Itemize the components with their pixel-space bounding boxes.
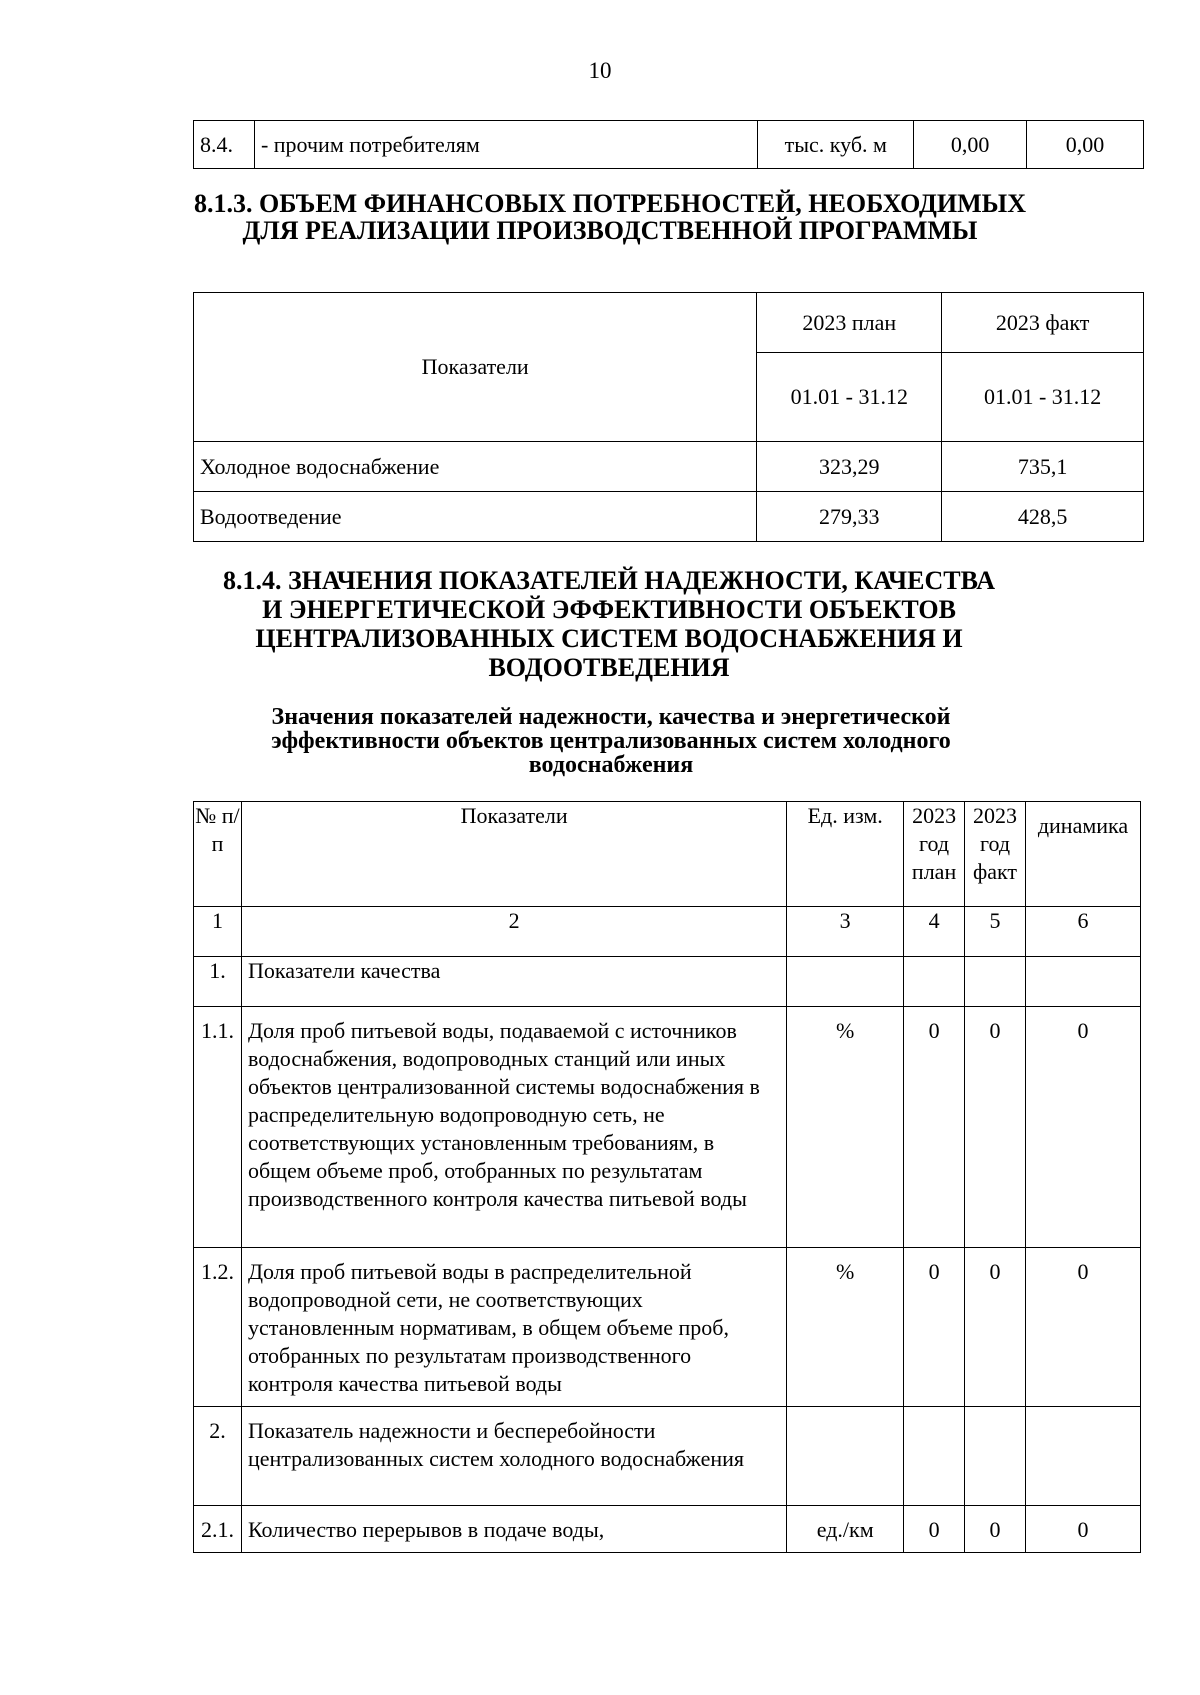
- section-title-line: ДЛЯ РЕАЛИЗАЦИИ ПРОИЗВОДСТВЕННОЙ ПРОГРАММЫ: [242, 216, 978, 245]
- row-dynamics: [1026, 1407, 1141, 1506]
- header-fact-year: 2023 факт: [942, 293, 1144, 353]
- row-fact: 0: [965, 1248, 1026, 1407]
- row-name: Количество перерывов в подаче воды,: [241, 1506, 786, 1553]
- row-fact: 0,00: [1027, 121, 1144, 169]
- section-title-line: ВОДООТВЕДЕНИЯ: [488, 653, 730, 682]
- row-dynamics: [1026, 957, 1141, 1007]
- col-number: 2: [241, 907, 786, 957]
- col-number: 1: [194, 907, 242, 957]
- header-fact: 2023 год факт: [965, 802, 1026, 907]
- table-row: [194, 1506, 1141, 1553]
- row-fact: 428,5: [942, 492, 1144, 542]
- section-title-814: [0, 566, 1200, 682]
- header-fact-period: 01.01 - 31.12: [942, 353, 1144, 442]
- page-number: 10: [588, 58, 612, 83]
- section-title-line: 8.1.3. ОБЪЕМ ФИНАНСОВЫХ ПОТРЕБНОСТЕЙ, НЕОБХОДИМЫХ: [194, 189, 1026, 218]
- col-number: 5: [965, 907, 1026, 957]
- subtitle-line: эффективности объектов централизованных систем холодного: [271, 728, 951, 754]
- row-unit: [787, 957, 904, 1007]
- table-row: [194, 492, 1144, 542]
- row-name: - прочим потребителям: [254, 121, 757, 169]
- table-row: [194, 121, 1144, 169]
- row-plan: [904, 1407, 965, 1506]
- row-number: 1.2.: [194, 1248, 242, 1407]
- section-title-line: И ЭНЕРГЕТИЧЕСКОЙ ЭФФЕКТИВНОСТИ ОБЪЕКТОВ: [262, 595, 956, 624]
- header-dynamics: динамика: [1026, 802, 1141, 907]
- finance-table: [193, 292, 1144, 542]
- table-row: [194, 1248, 1141, 1407]
- subtitle-line: водоснабжения: [528, 752, 694, 778]
- row-number: 1.: [194, 957, 242, 1007]
- indicators-table: [193, 801, 1141, 1553]
- row-unit: [787, 1407, 904, 1506]
- header-indicator: Показатели: [241, 802, 786, 907]
- table-row: [194, 957, 1141, 1007]
- section-title-line: 8.1.4. ЗНАЧЕНИЯ ПОКАЗАТЕЛЕЙ НАДЕЖНОСТИ, КАЧЕСТВА: [222, 566, 996, 595]
- table-row: [194, 1407, 1141, 1506]
- row-number: 2.: [194, 1407, 242, 1506]
- column-number-row: [194, 907, 1141, 957]
- section-subtitle: [0, 705, 1200, 777]
- col-number: 4: [904, 907, 965, 957]
- row-plan: 0: [904, 1248, 965, 1407]
- row-unit: ед./км: [787, 1506, 904, 1553]
- table-row: [194, 1007, 1141, 1248]
- row-dynamics: 0: [1026, 1506, 1141, 1553]
- row-unit: тыс. куб. м: [758, 121, 914, 169]
- row-unit: %: [787, 1007, 904, 1248]
- header-plan-period: 01.01 - 31.12: [757, 353, 942, 442]
- row-fact: [965, 957, 1026, 1007]
- row-unit: %: [787, 1248, 904, 1407]
- section-title-line: ЦЕНТРАЛИЗОВАННЫХ СИСТЕМ ВОДОСНАБЖЕНИЯ И: [255, 624, 963, 653]
- col-number: 6: [1026, 907, 1141, 957]
- row-name: Доля проб питьевой воды, подаваемой с источников водоснабжения, водопроводных станций или иных объектов централизованной системы водоснабжения в распределительную водопроводную сеть, не соответствующих установленным требованиям, в общем объеме проб, отобранных по результатам производственного контроля качества питьевой воды: [241, 1007, 786, 1248]
- header-row: [194, 802, 1141, 907]
- row-plan: 279,33: [757, 492, 942, 542]
- header-indicator: Показатели: [194, 293, 757, 442]
- row-name: Водоотведение: [194, 492, 757, 542]
- row-dynamics: 0: [1026, 1007, 1141, 1248]
- row-fact: 0: [965, 1007, 1026, 1248]
- row-fact: 735,1: [942, 442, 1144, 492]
- row-name: Показатель надежности и бесперебойности централизованных систем холодного водоснабжения: [241, 1407, 786, 1506]
- row-plan: 323,29: [757, 442, 942, 492]
- row-number: 2.1.: [194, 1506, 242, 1553]
- row-fact: [965, 1407, 1026, 1506]
- top-table: [193, 120, 1144, 169]
- row-plan: 0: [904, 1007, 965, 1248]
- row-name: Показатели качества: [241, 957, 786, 1007]
- section-title-813: [0, 190, 1200, 244]
- col-number: 3: [787, 907, 904, 957]
- subtitle-line: Значения показателей надежности, качества и энергетической: [271, 704, 951, 730]
- header-plan-year: 2023 план: [757, 293, 942, 353]
- row-plan: 0: [904, 1506, 965, 1553]
- row-number: 8.4.: [194, 121, 255, 169]
- row-name: Доля проб питьевой воды в распределительной водопроводной сети, не соответствующих установленным нормативам, в общем объеме проб, отобранных по результатам производственного контроля качества питьевой воды: [241, 1248, 786, 1407]
- table-row: [194, 442, 1144, 492]
- header-num: № п/п: [194, 802, 242, 907]
- header-unit: Ед. изм.: [787, 802, 904, 907]
- row-number: 1.1.: [194, 1007, 242, 1248]
- row-dynamics: 0: [1026, 1248, 1141, 1407]
- row-fact: 0: [965, 1506, 1026, 1553]
- row-name: Холодное водоснабжение: [194, 442, 757, 492]
- header-plan: 2023 год план: [904, 802, 965, 907]
- row-plan: [904, 957, 965, 1007]
- row-plan: 0,00: [914, 121, 1027, 169]
